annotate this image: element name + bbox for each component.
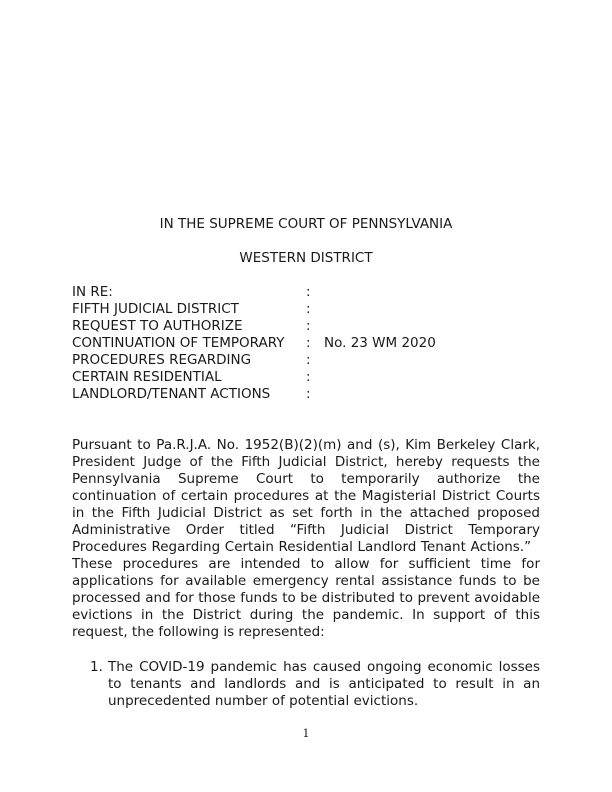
list-item (90, 659, 540, 710)
caption-row (72, 335, 474, 352)
caption-separator: : (306, 301, 311, 317)
caption-separator: : (306, 352, 311, 368)
caption-row (72, 318, 474, 335)
caption-row (72, 352, 474, 369)
caption-row (72, 284, 474, 301)
caption-row (72, 369, 474, 386)
caption-line: PROCEDURES REGARDING (72, 352, 252, 368)
caption-line: LANDLORD/TENANT ACTIONS (72, 386, 271, 402)
caption-line: IN RE: (72, 284, 113, 300)
district-title: WESTERN DISTRICT (239, 250, 373, 266)
caption-line: REQUEST TO AUTHORIZE (72, 318, 243, 334)
caption-separator: : (306, 335, 311, 351)
caption-separator: : (306, 369, 311, 385)
numbered-list (90, 659, 540, 710)
page-number: 1 (302, 727, 310, 740)
body-paragraph: Pursuant to Pa.R.J.A. No. 1952(B)(2)(m) and (s), Kim Berkeley Clark, President Judge of the Fifth Judicial District, hereby requests the Pennsylvania Supreme Court to temporarily authorize the continuation of certain procedures at the Magisterial District Courts in the Fifth Judicial District as set forth in the attached proposed Administrative Order titled “Fifth Judicial District Temporary Procedures Regarding Certain Residential Landlord Tenant Actions.” These procedures are intended to allow for sufficient time for applications for available emergency rental assistance funds to be processed and for those funds to be distributed to prevent avoidable evictions in the District during the pandemic. In support of this request, the following is represented: (72, 437, 540, 640)
caption-separator: : (306, 284, 311, 300)
caption-line: FIFTH JUDICIAL DISTRICT (72, 301, 239, 317)
caption-separator: : (306, 386, 311, 402)
caption-line: CERTAIN RESIDENTIAL (72, 369, 222, 385)
caption-separator: : (306, 318, 311, 334)
caption-line: CONTINUATION OF TEMPORARY (72, 335, 285, 351)
list-item-text: The COVID-19 pandemic has caused ongoing economic losses to tenants and landlords and is anticipated to result in an unprecedented number of potential evictions. (108, 659, 540, 709)
caption-row (72, 386, 474, 403)
docket-number: No. 23 WM 2020 (324, 335, 436, 351)
list-item-number: 1. (90, 659, 103, 675)
case-caption (72, 284, 474, 403)
caption-row (72, 301, 474, 318)
court-title: IN THE SUPREME COURT OF PENNSYLVANIA (159, 216, 453, 232)
